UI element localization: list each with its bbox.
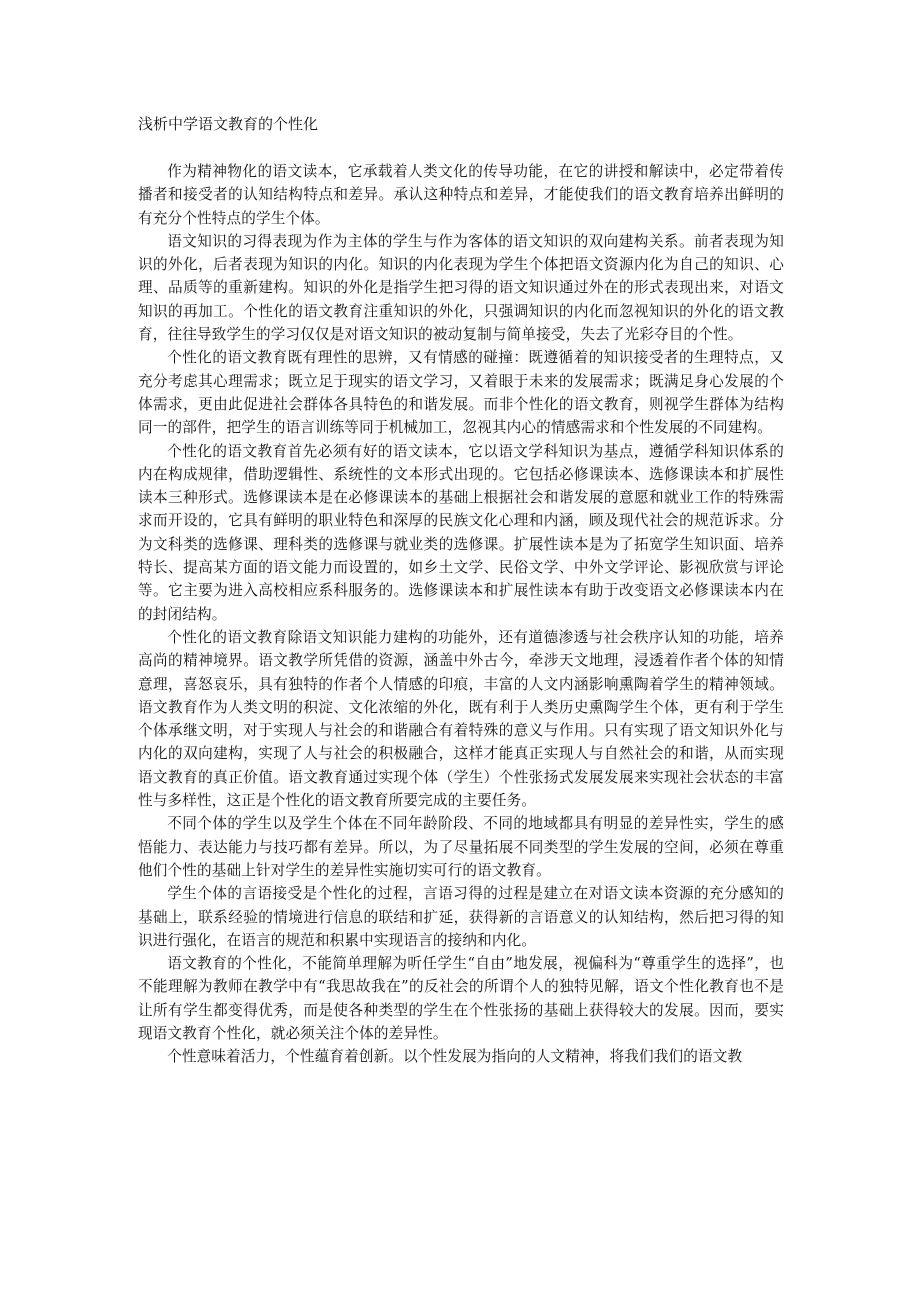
paragraph-6: 不同个体的学生以及学生个体在不同年龄阶段、不同的地域都具有明显的差异性实，学生的感悟能力、表达能力与技巧都有差异。所以，为了尽量拓展不同类型的学生发展的空间，必须在尊重他们个性的基础上针对学生的差异性实施切实可行的语文教育。 (138, 815, 784, 879)
document-title: 浅析中学语文教育的个性化 (138, 115, 319, 133)
paragraph-5: 个性化的语文教育除语文知识能力建构的功能外，还有道德渗透与社会秩序认知的功能，培养高尚的精神境界。语文教学所凭借的资源，涵盖中外古今，牵涉天文地理，浸透着作者个体的知情意理，喜怒哀乐，具有独特的作者个人情感的印痕，丰富的人文内涵影响熏陶着学生的精神领域。语文教育作为人类文明的积淀、文化浓缩的外化，既有利于人类历史熏陶学生个体，更有利于学生个体承继文明，对于实现人与社会的和谐融合有着特殊的意义与作用。只有实现了语文知识外化与内化的双向建构，实现了人与社会的积极融合，这样才能真正实现人与自然社会的和谐，从而实现语文教育的真正价值。语文教育通过实现个体（学生）个性张扬式发展发展来实现社会状态的丰富性与多样性，这正是个性化的语文教育所要完成的主要任务。 (138, 628, 784, 810)
paragraph-4: 个性化的语文教育首先必须有好的语文读本，它以语文学科知识为基点，遵循学科知识体系的内在构成规律，借助逻辑性、系统性的文本形式出现的。它包括必修课读本、选修课读本和扩展性读本三种形式。选修课读本是在必修课读本的基础上根据社会和谐发展的意愿和就业工作的特殊需求而开设的，它具有鲜明的职业特色和深厚的民族文化心理和内涵，顾及现代社会的规范诉求。分为文科类的选修课、理科类的选修课与就业类的选修课。扩展性读本是为了拓宽学生知识面、培养特长、提高某方面的语文能力而设置的，如乡土文学、民俗文学、中外文学评论、影视欣赏与评论等。它主要为进入高校相应系科服务的。选修课读本和扩展性读本有助于改变语文必修课读本内在的封闭结构。 (138, 442, 784, 623)
paragraph-3: 个性化的语文教育既有理性的思辨，又有情感的碰撞：既遵循着的知识接受者的生理特点，又充分考虑其心理需求；既立足于现实的语文学习，又着眼于未来的发展需求；既满足身心发展的个体需求，更由此促进社会群体各具特色的和谐发展。而非个性化的语文教育，则视学生群体为结构同一的部件，把学生的语言训练等同于机械加工，忽视其内心的情感需求和个性发展的不同建构。 (138, 349, 784, 437)
paragraph-9: 个性意味着活力，个性蕴育着创新。以个性发展为指向的人文精神，将我们我们的语文教 (167, 1048, 743, 1066)
paragraph-7: 学生个体的言语接受是个性化的过程，言语习得的过程是建立在对语文读本资源的充分感知的基础上，联系经验的情境进行信息的联结和扩延，获得新的言语意义的认知结构，然后把习得的知识进行强化，在语言的规范和积累中实现语言的接纳和内化。 (138, 885, 784, 949)
paragraph-8: 语文教育的个性化，不能简单理解为听任学生“自由”地发展，视偏科为“尊重学生的选择”，也不能理解为教师在教学中有“我思故我在”的反社会的所谓个人的独特见解，语文个性化教育也不是让所有学生都变得优秀，而是使各种类型的学生在个性张扬的基础上获得较大的发展。因而，要实现语文教育个性化，就必须关注个体的差异性。 (138, 955, 784, 1042)
document-body (138, 160, 784, 1069)
paragraph-1: 作为精神物化的语文读本，它承载着人类文化的传导功能，在它的讲授和解读中，必定带着传播者和接受者的认知结构特点和差异。承认这种特点和差异，才能使我们的语文教育培养出鲜明的有充分个性特点的学生个体。 (138, 163, 784, 227)
paragraph-2: 语文知识的习得表现为作为主体的学生与作为客体的语文知识的双向建构关系。前者表现为知识的外化，后者表现为知识的内化。知识的内化表现为学生个体把语文资源内化为自己的知识、心理、品质等的重新建构。知识的外化是指学生把习得的语文知识通过外在的形式表现出来，对语文知识的再加工。个性化的语文教育注重知识的外化，只强调知识的内化而忽视知识的外化的语文教育，往往导致学生的学习仅仅是对语文知识的被动复制与简单接受，失去了光彩夺目的个性。 (138, 232, 784, 344)
